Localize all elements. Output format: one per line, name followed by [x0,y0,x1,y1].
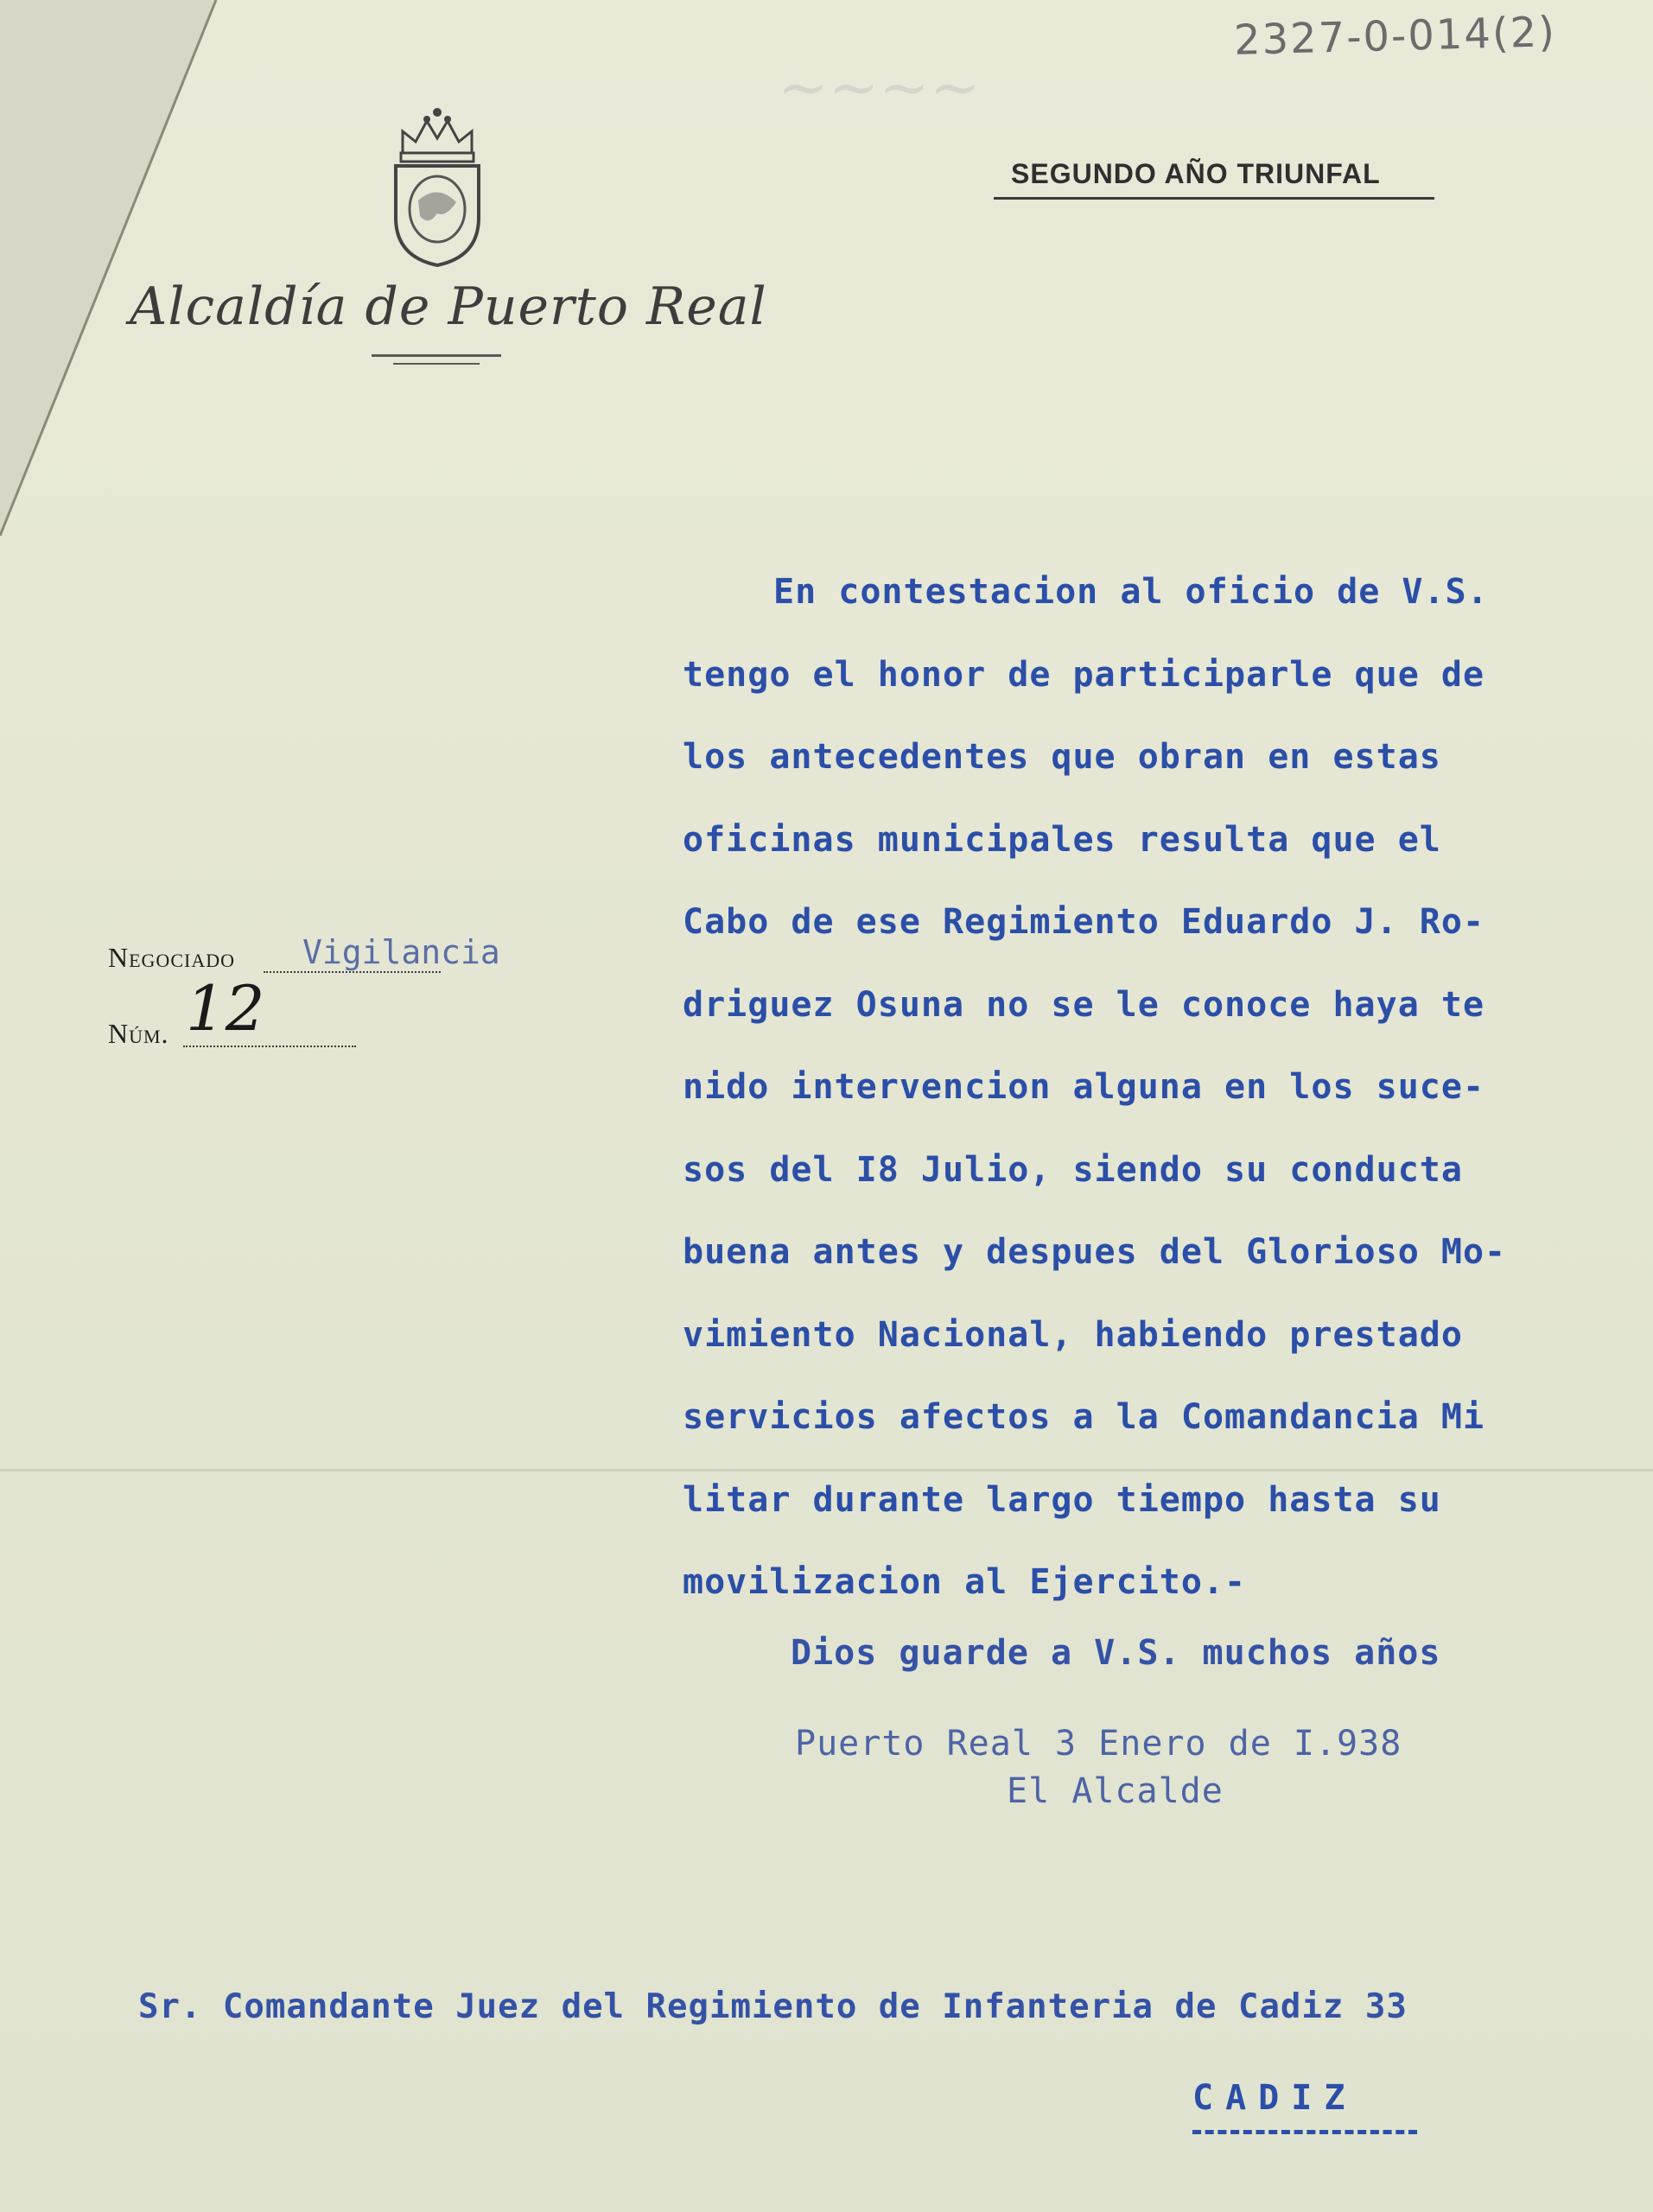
slogan-rule [994,197,1434,200]
body-line: servicios afectos a la Comandancia Mi [683,1397,1485,1437]
body-line: Cabo de ese Regimiento Eduardo J. Ro- [683,902,1485,942]
body-line: driguez Osuna no se le conoce haya te [683,984,1485,1025]
destination-city: CADIZ [1192,2078,1357,2118]
body-line: En contestacion al oficio de V.S. [773,572,1489,612]
body-line: oficinas municipales resulta que el [683,819,1441,860]
body-line: vimiento Nacional, habiendo prestado [683,1314,1463,1355]
body-line: litar durante largo tiempo hasta su [683,1479,1441,1520]
negociado-value: Vigilancia [302,933,500,971]
letter-body [683,551,1633,1624]
body-line: movilizacion al Ejercito.- [683,1562,1247,1602]
archive-reference: 2327-0-014(2) [1233,8,1557,65]
body-line: buena antes y despues del Glorioso Mo- [683,1232,1507,1272]
negociado-line [264,971,441,973]
body-line: sos del I8 Julio, siendo su conducta [683,1149,1463,1190]
letterhead-town: Alcaldía de Puerto Real [130,276,767,337]
place-date: Puerto Real 3 Enero de I.938 [795,1724,1402,1764]
signer-title: El Alcalde [1007,1771,1224,1811]
letterhead-rule-short [393,363,480,365]
letterhead-slogan: SEGUNDO AÑO TRIUNFAL [1011,158,1381,189]
body-line: tengo el honor de participarle que de [683,654,1485,695]
num-line [183,1046,356,1047]
num-label: Núm. [108,1018,169,1049]
body-line: los antecedentes que obran en estas [683,737,1441,777]
negociado-label: Negociado [108,942,235,973]
closing-salutation: Dios guarde a V.S. muchos años [791,1633,1441,1673]
city-underline [1192,2130,1417,2134]
body-line: nido intervencion alguna en los suce- [683,1067,1485,1107]
addressee: Sr. Comandante Juez del Regimiento de Infanteria de Cadiz 33 [138,1987,1408,2026]
num-value: 12 [186,972,265,1045]
bleed-through-marks: ~~~~ [778,52,981,123]
coat-of-arms-icon [385,105,489,270]
letterhead-rule [372,354,501,357]
